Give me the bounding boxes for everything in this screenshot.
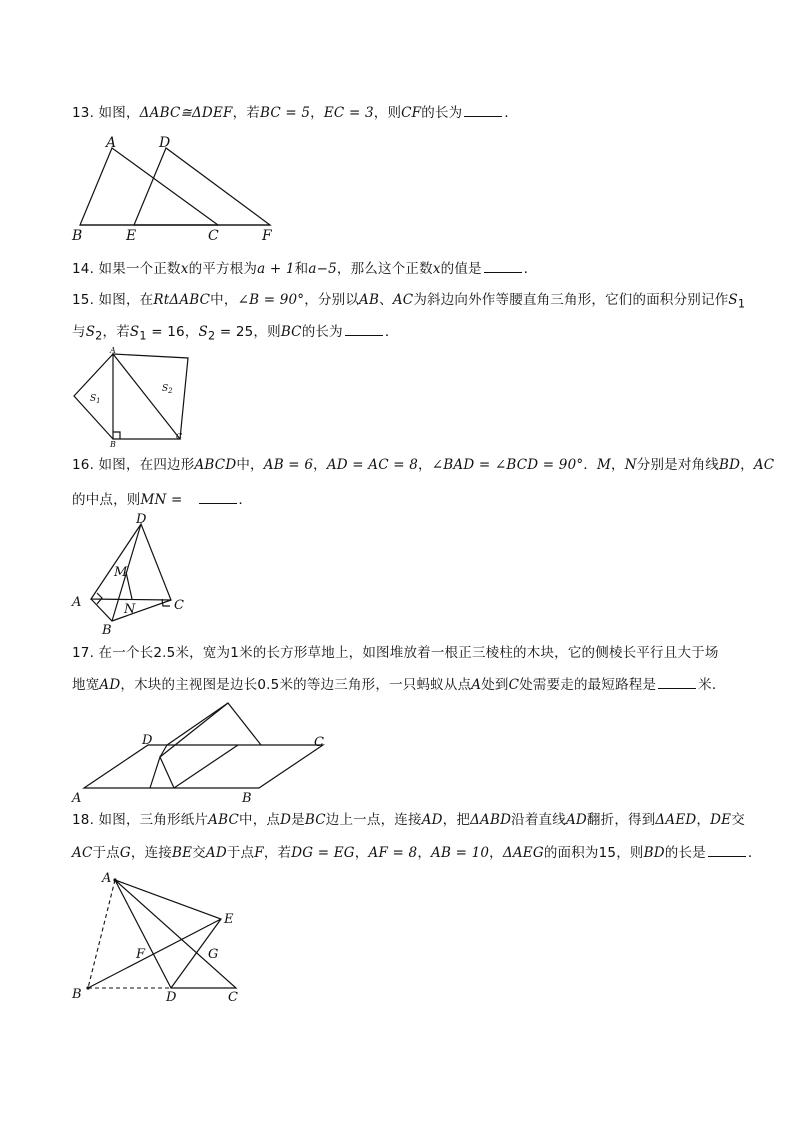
q15-text-9: ，则 xyxy=(253,324,281,340)
q14-text-4: ，那么这个正数 xyxy=(336,261,433,277)
q17-ad: AD xyxy=(99,677,121,693)
q18-text-1: 18. 如图，三角形纸片 xyxy=(72,812,209,828)
q14-answer-blank[interactable] xyxy=(484,258,522,273)
q15-triangle-abc xyxy=(113,354,183,441)
q17-text-9: 米． xyxy=(698,677,726,693)
q15-text-4: 、 xyxy=(379,292,393,308)
q16-text-3: ， xyxy=(313,457,327,473)
q18-text-12: 交 xyxy=(192,845,206,861)
q13-label-b: B xyxy=(72,228,83,244)
q16-label-d: D xyxy=(136,512,147,527)
q18-aeg: ΔAEG xyxy=(502,845,544,861)
q18-label-c: C xyxy=(228,990,238,1005)
q18-text-line-1 xyxy=(72,810,745,830)
q18-text-7: 翻折，得到 xyxy=(586,812,656,828)
q17-text-5: ，木块的主视图是边长 xyxy=(120,677,258,693)
q13-label-f: F xyxy=(262,228,272,244)
q13-label-e: E xyxy=(126,228,137,244)
q15-text-6: 与 xyxy=(72,324,86,340)
q15-bc: BC xyxy=(280,324,302,340)
q18-text-5: ，把 xyxy=(442,812,471,828)
q17-length: 2.5 xyxy=(153,645,176,661)
q14-x: x xyxy=(180,261,189,277)
q15-s2-value-sub: 2 xyxy=(207,329,216,343)
q18-g: G xyxy=(119,845,131,861)
q13-cf: CF xyxy=(401,105,422,121)
q15-ab: AB xyxy=(359,292,380,308)
q16-text-7: 分别是对角线 xyxy=(636,457,719,473)
q15-square-s2 xyxy=(113,354,188,439)
q17-text-3: 米的长方形草地上，如图堆放着一根正三棱柱的木块，它的侧棱长平行且大于场 xyxy=(239,645,719,661)
q17-label-c: C xyxy=(314,735,324,750)
q18-text-16: ， xyxy=(417,845,432,861)
q16-n: N xyxy=(624,457,637,473)
q15-s1-number: = 16 xyxy=(146,324,185,340)
q18-end: ． xyxy=(747,845,762,861)
q15-s1: S xyxy=(728,292,738,308)
q18-segment-be xyxy=(88,919,221,988)
q16-text-8: ， xyxy=(740,457,754,473)
q17-text-line-1 xyxy=(72,643,719,663)
q14-text xyxy=(72,258,537,279)
q15-label-b: B xyxy=(110,440,116,449)
q18-be: BE xyxy=(171,845,193,861)
q17-label-d: D xyxy=(142,733,153,748)
q16-text-9: 的中点，则 xyxy=(72,492,141,508)
q18-text-20: 的长是 xyxy=(664,845,706,861)
q18-text-4: 边上一点，连接 xyxy=(325,812,422,828)
q18-answer-blank[interactable] xyxy=(708,842,746,857)
q16-answer-blank[interactable] xyxy=(199,489,237,504)
q15-s2: S xyxy=(85,324,96,340)
q17-figure xyxy=(70,700,340,808)
q18-abc: ABC xyxy=(208,812,240,828)
q13-text-3: ，则 xyxy=(373,105,402,121)
q13-congruence: ΔABC≅ΔDEF xyxy=(139,105,233,121)
q17-prism-front-face xyxy=(150,757,174,788)
q15-text-2: 中， xyxy=(210,292,238,308)
q18-text-11: ，连接 xyxy=(130,845,172,861)
q17-prism-bottom-edge xyxy=(174,745,238,788)
q17-text-6: 米的等边三角形，一只蚂蚁从点 xyxy=(279,677,472,693)
q18-point-a xyxy=(113,878,116,881)
q17-text-8: 处需要走的最短路程是 xyxy=(519,677,657,693)
q18-point-b xyxy=(86,986,89,989)
q18-label-a: A xyxy=(102,871,112,886)
q18-de: DE xyxy=(710,812,732,828)
q18-ad-2: AD xyxy=(565,812,587,828)
q18-triangle-aed xyxy=(115,880,221,988)
q18-abd: ΔABD xyxy=(470,812,512,828)
q18-label-f: F xyxy=(136,947,146,962)
q17-side: 0.5 xyxy=(257,677,280,693)
q15-right-angle-mark xyxy=(113,432,120,439)
q17-text-2: 米，宽为 xyxy=(175,645,231,661)
q15-label-s2: $S_2$ xyxy=(162,384,173,395)
q18-area: 15 xyxy=(598,845,617,861)
q16-text-2: 中， xyxy=(236,457,264,473)
q18-text-17: ， xyxy=(489,845,503,861)
q13-triangle-abc xyxy=(80,148,218,225)
q13-figure xyxy=(70,132,280,244)
q16-m: M xyxy=(597,457,612,473)
q18-ad: AD xyxy=(421,812,443,828)
q16-abcd: ABCD xyxy=(194,457,237,473)
q15-label-s1: $S_1$ xyxy=(90,394,101,405)
q18-text-13: 于点 xyxy=(226,845,255,861)
q18-label-g: G xyxy=(208,947,219,962)
q16-text-6: ， xyxy=(611,457,625,473)
q13-text xyxy=(72,102,518,123)
q16-text-5: ． xyxy=(583,457,598,473)
q16-bd: BD xyxy=(718,457,741,473)
q13-ec: EC = 3 xyxy=(323,105,374,121)
q15-text-line-2 xyxy=(72,321,399,347)
q17-label-a: A xyxy=(72,791,82,806)
q18-text-9: 交 xyxy=(731,812,745,828)
q18-ad-3: AD xyxy=(205,845,227,861)
q18-text-2: 中，点 xyxy=(239,812,281,828)
q18-bd: BD xyxy=(643,845,665,861)
q17-lawn-rectangle xyxy=(84,745,323,788)
q15-label-a: A xyxy=(110,346,116,355)
q18-text-19: ，则 xyxy=(616,845,644,861)
q17-prism-side xyxy=(160,745,167,757)
q18-text-14: ，若 xyxy=(263,845,292,861)
q18-f: F xyxy=(254,845,264,861)
q16-angles: ∠BAD = ∠BCD = 90° xyxy=(431,457,584,473)
q13-bc: BC = 5 xyxy=(259,105,311,121)
q13-text-2: ，若 xyxy=(232,105,260,121)
q17-text-1: 17. 在一个长 xyxy=(72,645,154,661)
q16-end: ． xyxy=(238,492,253,508)
q15-end: ． xyxy=(384,324,399,340)
q17-text-line-2 xyxy=(72,674,726,695)
q16-ab: AB = 6 xyxy=(263,457,314,473)
q15-s1-sub: 1 xyxy=(737,297,746,311)
q15-s1-value-sub: 1 xyxy=(139,329,147,343)
q15-text-7: ，若 xyxy=(102,324,130,340)
q16-mn: MN = xyxy=(140,492,183,508)
q14-end: ． xyxy=(523,261,538,277)
q18-text-10: 于点 xyxy=(92,845,120,861)
q15-angle: ∠B = 90° xyxy=(237,292,305,308)
q13-answer-blank[interactable] xyxy=(464,102,502,117)
q17-prism-back-edge xyxy=(167,703,228,745)
q13-sep: ， xyxy=(310,105,324,121)
q18-dg: DG = EG xyxy=(291,845,355,861)
q16-text-4: ， xyxy=(418,457,432,473)
q15-text-8: ， xyxy=(184,324,199,340)
q15-text-line-1 xyxy=(72,290,745,315)
q16-label-m: M xyxy=(114,565,128,580)
q18-aed: ΔAED xyxy=(655,812,697,828)
q15-ac: AC xyxy=(392,292,414,308)
q18-d: D xyxy=(280,812,292,828)
q13-end: ． xyxy=(504,105,519,121)
q13-prefix: 13. 如图， xyxy=(72,105,140,121)
q15-text-1: 15. 如图，在 xyxy=(72,292,154,308)
q15-s2-number: = 25 xyxy=(215,324,254,340)
q13-label-c: C xyxy=(208,228,219,244)
q15-text-3: ，分别以 xyxy=(304,292,360,308)
q16-ad: AD = AC = 8 xyxy=(326,457,419,473)
q17-width: 1 xyxy=(230,645,240,661)
q18-triangle-adc xyxy=(115,880,236,988)
q17-prism-top-edge xyxy=(160,703,261,757)
q18-figure xyxy=(68,866,258,1008)
q15-text-10: 的长为 xyxy=(301,324,343,340)
q18-text-3: 是 xyxy=(291,812,305,828)
q18-label-b: B xyxy=(72,987,82,1002)
q16-label-b: B xyxy=(102,623,112,638)
q18-dashed-ab xyxy=(88,880,115,988)
q17-a: A xyxy=(471,677,482,693)
q18-text-15: ， xyxy=(354,845,369,861)
q18-text-18: 的面积为 xyxy=(543,845,599,861)
q14-text-3: 和 xyxy=(294,261,309,277)
q13-label-d: D xyxy=(159,135,171,151)
q18-text-8: ， xyxy=(696,812,711,828)
q17-label-b: B xyxy=(242,791,252,806)
q15-rt: RtΔABC xyxy=(153,292,211,308)
q16-ac: AC xyxy=(753,457,775,473)
q14-x-2: x xyxy=(432,261,441,277)
q15-text-5: 为斜边向外作等腰直角三角形，它们的面积分别记作 xyxy=(413,292,729,308)
q17-c: C xyxy=(508,677,520,693)
q18-text-line-2 xyxy=(72,842,762,863)
q15-answer-blank[interactable] xyxy=(345,321,383,336)
q13-text-4: 的长为 xyxy=(421,105,463,121)
q16-label-c: C xyxy=(174,598,184,613)
q14-text-1: 14. 如果一个正数 xyxy=(72,261,181,277)
q15-figure xyxy=(70,346,200,448)
q15-s2-sub: 2 xyxy=(95,329,103,343)
q15-s1-value: S xyxy=(129,324,140,340)
q14-root-2: a−5 xyxy=(308,261,337,277)
q18-text-6: 沿着直线 xyxy=(511,812,566,828)
q18-af: AF = 8 xyxy=(368,845,418,861)
q18-bc: BC xyxy=(304,812,326,828)
q15-s2-value: S xyxy=(198,324,208,340)
q16-text-line-2 xyxy=(72,489,252,510)
q16-label-n: N xyxy=(124,602,136,617)
q16-label-a: A xyxy=(72,595,82,610)
q17-answer-blank[interactable] xyxy=(658,674,696,689)
q18-ab: AB = 10 xyxy=(431,845,490,861)
q18-label-e: E xyxy=(224,912,234,927)
q16-text-line-1 xyxy=(72,455,774,475)
q18-label-d: D xyxy=(166,990,177,1005)
q16-text-1: 16. 如图，在四边形 xyxy=(72,457,195,473)
q13-label-a: A xyxy=(106,135,117,151)
q14-text-2: 的平方根为 xyxy=(188,261,258,277)
q14-text-5: 的值是 xyxy=(440,261,482,277)
q17-text-7: 处到 xyxy=(481,677,509,693)
q17-text-4: 地宽 xyxy=(72,677,100,693)
q18-ac: AC xyxy=(72,845,93,861)
q16-figure xyxy=(68,511,198,639)
q16-triangle-adc xyxy=(91,524,171,600)
q14-root-1: a + 1 xyxy=(257,261,295,277)
q15-label-c: C xyxy=(176,432,183,441)
